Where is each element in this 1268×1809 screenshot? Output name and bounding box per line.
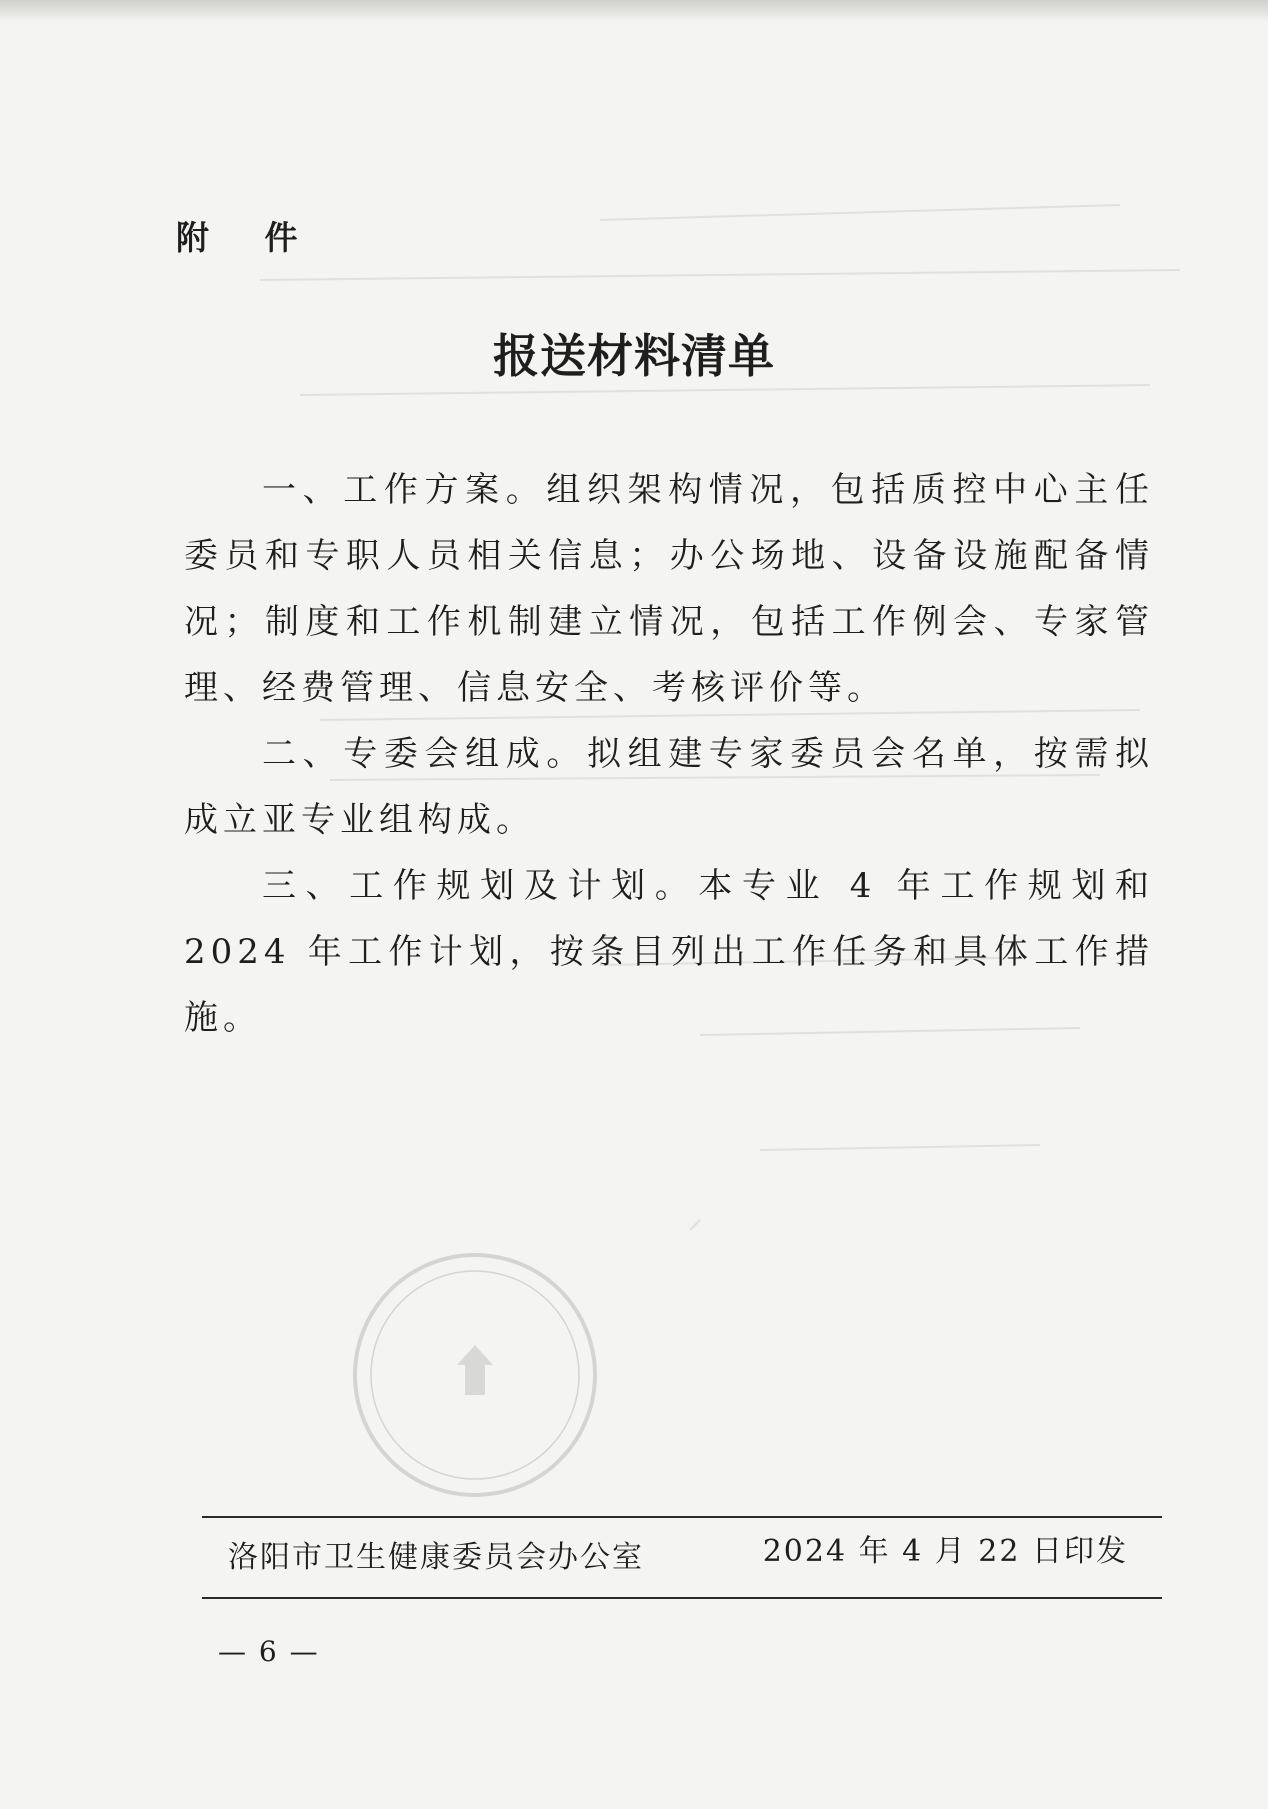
document-title: 报送材料清单 (493, 329, 775, 383)
footer-rule-top (202, 1516, 1162, 1518)
paragraph-planning: 三、工作规划及计划。本专业 4 年工作规划和 2024 年工作计划，按条目列出工作任务和具体工作措施。 (184, 866, 1154, 1038)
scan-edge-shadow (0, 0, 1268, 22)
footer-print-date: 2024 年 4 月 22 日印发 (762, 1534, 1128, 1569)
document-body (184, 457, 1154, 1051)
attachment-label: 附 件 (176, 218, 320, 257)
faded-seal-stamp (345, 1245, 605, 1505)
paragraph-committee: 二、专委会组成。拟组建专家委员会名单，按需拟成立亚专业组构成。 (184, 734, 1154, 840)
footer-rule-bottom (202, 1597, 1162, 1599)
paragraph-work-plan: 一、工作方案。组织架构情况，包括质控中心主任委员和专职人员相关信息；办公场地、设备设施配备情况；制度和工作机制建立情况，包括工作例会、专家管理、经费管理、信息安全、考核评价等。 (184, 470, 1154, 708)
page-number: — 6 — (218, 1635, 320, 1668)
footer-issuer: 洛阳市卫生健康委员会办公室 (228, 1540, 644, 1575)
